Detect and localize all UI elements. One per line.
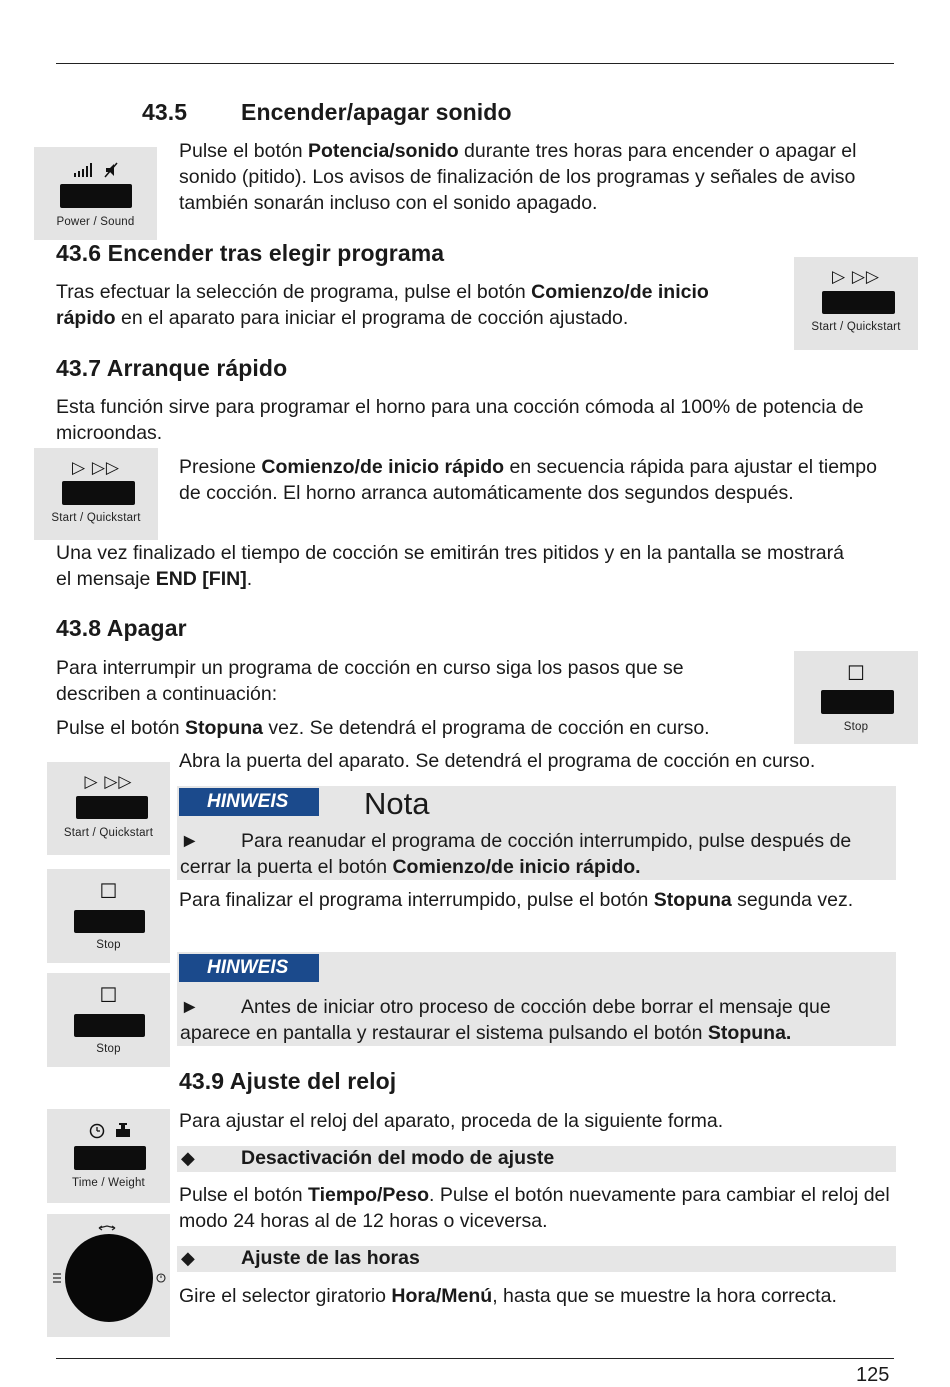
section-43-8-stop: Pulse el botón Stopuna vez. Se detendrá el programa de cocción en curso. <box>56 717 710 739</box>
stop-panel-2 <box>47 869 170 963</box>
section-43-9-hours: Gire el selector giratorio Hora/Menú, hasta que se muestre la hora correcta. <box>179 1285 837 1307</box>
stop-button[interactable] <box>821 690 894 714</box>
rotary-knob-icon[interactable] <box>47 1214 170 1337</box>
stop-icon: ☐ <box>99 881 118 903</box>
stop-panel-3 <box>47 973 170 1067</box>
subheading-hours-text: Ajuste de las horas <box>241 1247 420 1269</box>
section-43-7-end: Una vez finalizado el tiempo de cocción se emitirán tres pitidos y en la pantalla se mostrará el mensaje END [FIN]. <box>56 542 844 590</box>
rotary-selector-panel <box>47 1214 170 1337</box>
section-43-6-text: Tras efectuar la selección de programa, pulse el botón Comienzo/de inicio rápido en el aparato para iniciar el programa de cocción ajustado. <box>56 281 709 329</box>
stop-button[interactable] <box>74 910 145 933</box>
page-number: 125 <box>856 1364 890 1386</box>
start-quickstart-panel-1 <box>794 257 918 350</box>
clock-weight-icon <box>89 1120 133 1140</box>
start-quickstart-label: Start / Quickstart <box>811 321 901 333</box>
stop-icon: ☐ <box>847 663 865 685</box>
start-quickstart-label: Start / Quickstart <box>51 512 141 524</box>
hinweis-badge-1: HINWEIS <box>179 788 319 816</box>
hinweis-badge-2: HINWEIS <box>179 954 319 982</box>
stop-icon: ☐ <box>99 985 118 1007</box>
section-43-7-intro: Esta función sirve para programar el horno para una cocción cómoda al 100% de potencia de microondas. <box>56 396 864 444</box>
section-43-8-finish: Para finalizar el programa interrumpido, pulse el botón Stopuna segunda vez. <box>179 889 854 911</box>
section-43-9-title: 43.9 Ajuste del reloj <box>179 1068 397 1094</box>
start-quickstart-button[interactable] <box>76 796 148 819</box>
stop-panel-1 <box>794 651 918 744</box>
stop-label: Stop <box>96 939 121 951</box>
subheading-deactivation-text: Desactivación del modo de ajuste <box>241 1147 555 1169</box>
stop-button[interactable] <box>74 1014 145 1037</box>
play-icon: ▷ ▷▷ <box>72 458 120 477</box>
stop-label: Stop <box>843 721 869 733</box>
section-43-6-title: 43.6 Encender tras elegir programa <box>56 240 445 266</box>
start-quickstart-panel-2 <box>34 448 158 540</box>
stop-label: Stop <box>96 1043 121 1055</box>
signal-strength-icon <box>74 161 128 179</box>
section-43-8-door: Abra la puerta del aparato. Se detendrá el programa de cocción en curso. <box>179 750 816 772</box>
section-43-8-intro: Para interrumpir un programa de cocción en curso siga los pasos que se describen a continuación: <box>56 657 684 705</box>
play-icon: ▷ ▷▷ <box>84 772 133 791</box>
time-weight-panel <box>47 1109 170 1203</box>
note-1-arrow: ► <box>180 830 200 852</box>
note-1-text: Para reanudar el programa de cocción interrumpido, pulse después de cerrar la puerta el botón Comienzo/de inicio rápido. <box>180 830 852 878</box>
time-weight-label: Time / Weight <box>72 1177 145 1189</box>
note-title: Nota <box>364 786 430 821</box>
section-43-7-text: Presione Comienzo/de inicio rápido en secuencia rápida para ajustar el tiempo de cocción. El horno arranca automáticamente dos segundos después. <box>179 456 877 504</box>
power-sound-button[interactable] <box>60 184 132 208</box>
section-43-9-intro: Para ajustar el reloj del aparato, proceda de la siguiente forma. <box>179 1110 724 1132</box>
section-43-8-title: 43.8 Apagar <box>56 615 187 641</box>
start-quickstart-label: Start / Quickstart <box>63 827 154 839</box>
start-quickstart-panel-3 <box>47 762 170 855</box>
power-sound-label: Power / Sound <box>56 216 135 228</box>
diamond-icon: ◆ <box>181 1248 195 1268</box>
diamond-icon: ◆ <box>181 1148 195 1168</box>
top-rule <box>56 63 894 64</box>
time-weight-button[interactable] <box>74 1146 146 1170</box>
note-2-text: Antes de iniciar otro proceso de cocción debe borrar el mensaje que aparece en pantalla y restaurar el sistema pulsando el botón Stopuna. <box>180 996 831 1044</box>
power-sound-button-panel <box>34 147 157 240</box>
bottom-rule <box>56 1358 894 1359</box>
play-icon: ▷ ▷▷ <box>832 267 880 286</box>
section-43-5-number: 43.5 <box>142 99 188 125</box>
start-quickstart-button[interactable] <box>822 291 895 314</box>
section-43-9-text: Pulse el botón Tiempo/Peso. Pulse el botón nuevamente para cambiar el reloj del modo 24 horas al de 12 horas o viceversa. <box>179 1184 890 1232</box>
section-43-5-text: Pulse el botón Potencia/sonido durante tres horas para encender o apagar el sonido (pitido). Los avisos de finalización de los programas y señales de aviso también sonarán incluso con el sonido apagado. <box>179 140 857 214</box>
section-43-5-title: Encender/apagar sonido <box>241 99 512 125</box>
section-43-7-title: 43.7 Arranque rápido <box>56 355 288 381</box>
note-2-arrow: ► <box>180 996 200 1018</box>
start-quickstart-button[interactable] <box>62 481 135 505</box>
